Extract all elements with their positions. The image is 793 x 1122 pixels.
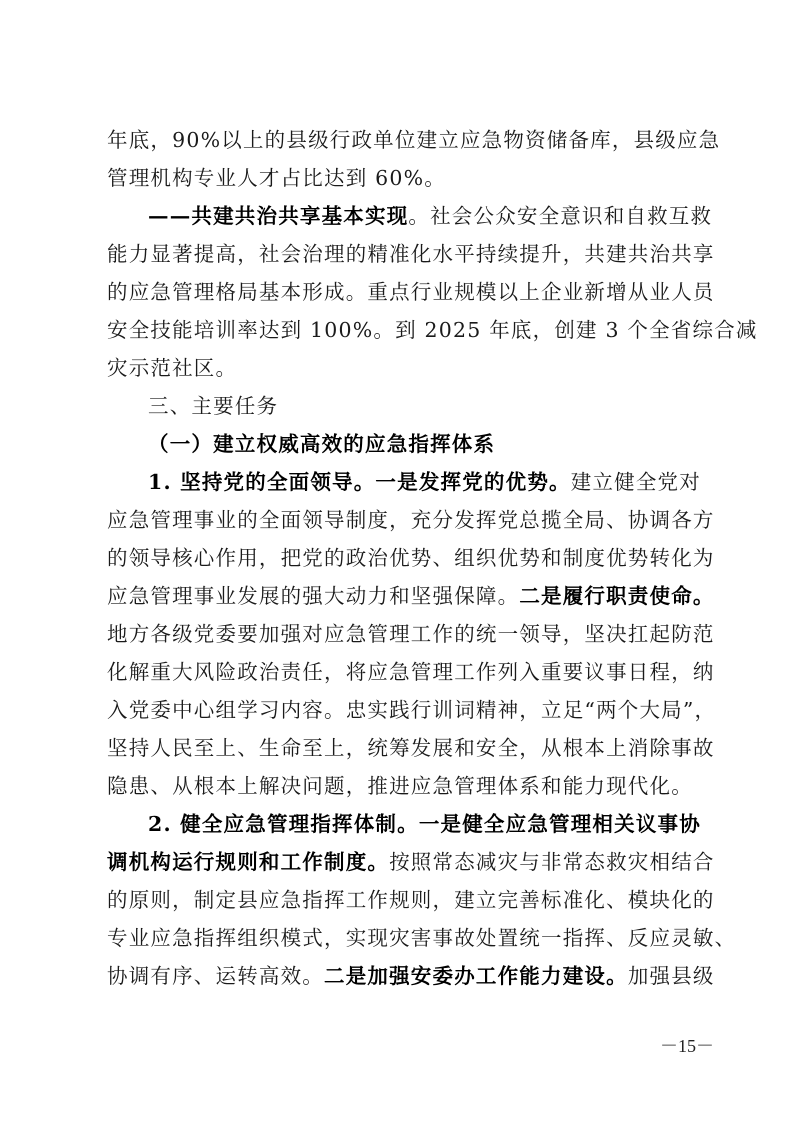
text-line bbox=[107, 919, 737, 957]
text-line bbox=[107, 615, 715, 653]
text-line bbox=[107, 273, 715, 311]
text-line bbox=[107, 577, 715, 615]
bold-text-segment: 二是加强安委办工作能力建设。 bbox=[324, 964, 628, 988]
text-line bbox=[107, 159, 697, 197]
bold-text-segment: ——共建共治共享基本实现 bbox=[148, 204, 409, 228]
text-segment: 安全技能培训率达到 100%。到 2025 年底，创建 3 个全省综合减 bbox=[107, 318, 758, 342]
text-line bbox=[107, 311, 758, 349]
text-segment: 建立健全党对 bbox=[570, 470, 701, 494]
text-line bbox=[107, 843, 715, 881]
text-line bbox=[107, 501, 715, 539]
text-line bbox=[107, 881, 715, 919]
text-segment: 协调有序、运转高效。 bbox=[107, 964, 324, 988]
bold-text-segment: 2. 健全应急管理指挥体制。一是健全应急管理相关议事协 bbox=[148, 812, 701, 836]
text-line bbox=[107, 121, 721, 159]
text-segment: 能力显著提高，社会治理的精准化水平持续提升，共建共治共享 bbox=[107, 242, 715, 266]
bold-text-segment: 调机构运行规则和工作制度。 bbox=[107, 850, 390, 874]
text-line bbox=[107, 691, 717, 729]
text-line bbox=[107, 425, 697, 463]
text-line bbox=[107, 729, 715, 767]
text-segment: 的领导核心作用，把党的政治优势、组织优势和制度优势转化为 bbox=[107, 546, 715, 570]
text-segment: 入党委中心组学习内容。忠实践行训词精神，立足“两个大局”， bbox=[107, 698, 717, 722]
text-segment: 灾示范社区。 bbox=[107, 356, 238, 380]
text-line bbox=[107, 767, 697, 805]
text-line bbox=[107, 805, 701, 843]
text-line bbox=[107, 235, 715, 273]
text-segment: 加强县级 bbox=[627, 964, 715, 988]
text-line bbox=[107, 653, 715, 691]
text-segment: 年底，90%以上的县级行政单位建立应急物资储备库，县级应急 bbox=[107, 128, 721, 152]
text-segment: 应急管理事业发展的强大动力和坚强保障。 bbox=[107, 584, 520, 608]
text-segment: 管理机构专业人才占比达到 60%。 bbox=[107, 166, 446, 190]
text-segment: 化解重大风险政治责任，将应急管理工作列入重要议事日程，纳 bbox=[107, 660, 715, 684]
text-segment: 应急管理事业的全面领导制度，充分发挥党总揽全局、协调各方 bbox=[107, 508, 715, 532]
text-line bbox=[107, 957, 715, 995]
text-segment: 三、主要任务 bbox=[148, 394, 279, 418]
text-line bbox=[107, 387, 697, 425]
text-segment: 的原则，制定县应急指挥工作规则，建立完善标准化、模块化的 bbox=[107, 888, 715, 912]
text-segment: 按照常态减灾与非常态救灾相结合 bbox=[389, 850, 715, 874]
text-line bbox=[107, 539, 715, 577]
text-line bbox=[107, 349, 697, 387]
text-segment: 地方各级党委要加强对应急管理工作的统一领导，坚决扛起防范 bbox=[107, 622, 715, 646]
text-segment: 。社会公众安全意识和自救互救 bbox=[408, 204, 713, 228]
bold-text-segment: 1. 坚持党的全面领导。一是发挥党的优势。 bbox=[148, 470, 571, 494]
bold-text-segment: 二是履行职责使命。 bbox=[519, 584, 715, 608]
text-line bbox=[107, 463, 701, 501]
text-segment: 坚持人民至上、生命至上，统筹发展和安全，从根本上消除事故 bbox=[107, 736, 715, 760]
bold-text-segment: （一）建立权威高效的应急指挥体系 bbox=[148, 432, 496, 456]
text-line bbox=[107, 197, 713, 235]
text-segment: 的应急管理格局基本形成。重点行业规模以上企业新增从业人员 bbox=[107, 280, 715, 304]
text-segment: 专业应急指挥组织模式，实现灾害事故处置统一指挥、反应灵敏、 bbox=[107, 926, 737, 950]
text-segment: 隐患、从根本上解决问题，推进应急管理体系和能力现代化。 bbox=[107, 774, 693, 798]
page-number: －15－ bbox=[660, 1036, 714, 1056]
